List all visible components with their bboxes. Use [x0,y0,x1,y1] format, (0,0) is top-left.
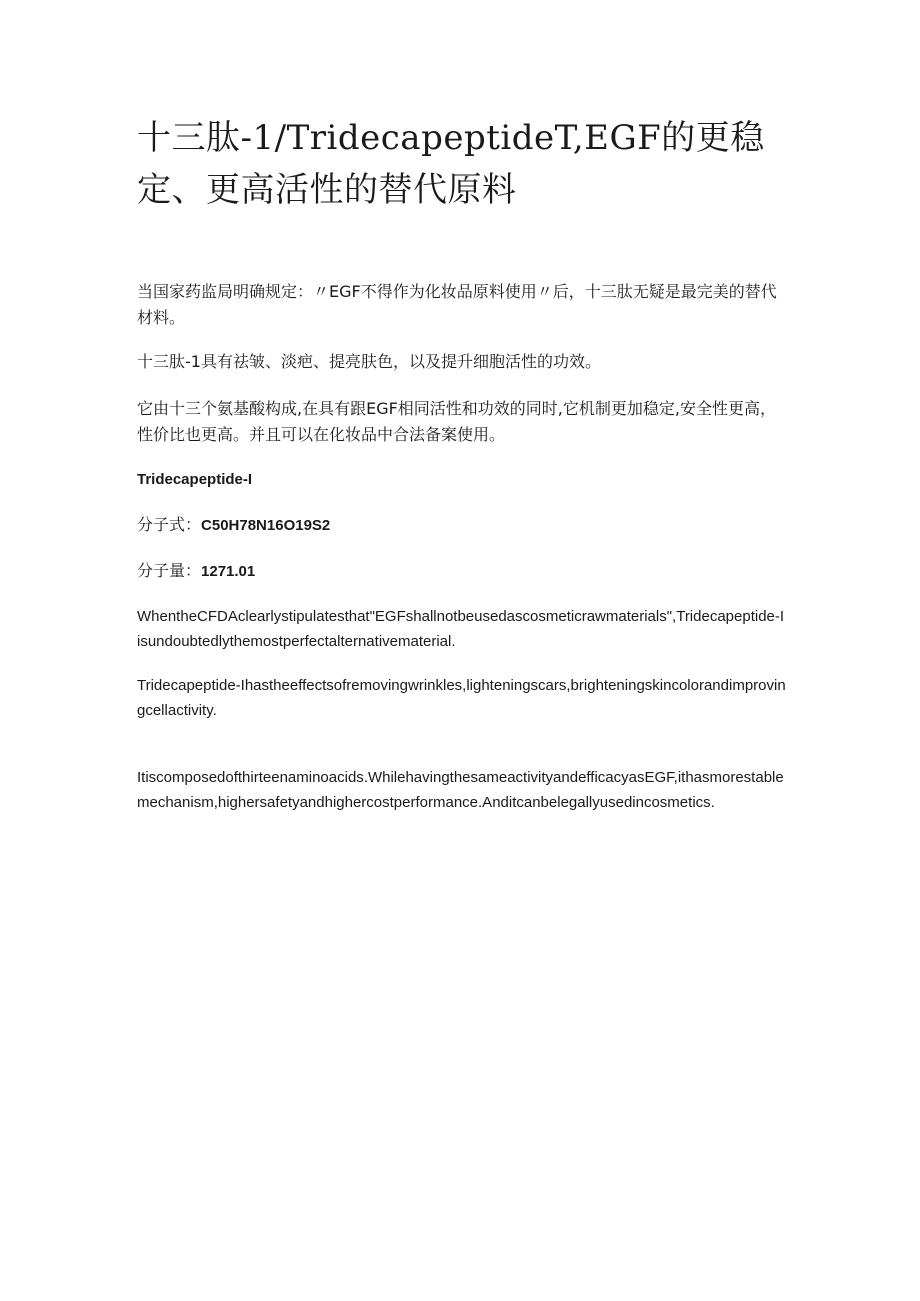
paragraph-cn-3: 它由十三个氨基酸构成,在具有跟EGF相同活性和功效的同时,它机制更加稳定,安全性更高，性价比也更高。并且可以在化妆品中合法备案使用。 [137,399,776,444]
paragraph-cn-2: 十三肽-1具有祛皱、淡疤、提亮肤色，以及提升细胞活性的功效。 [137,352,601,371]
molecular-weight-line [137,558,787,584]
formula-value: C50H78N16O19S2 [201,517,331,534]
formula-line [137,512,787,538]
document-title: 十三肽-1/TridecapeptideT,EGF的更稳定、更高活性的替代原料 [137,118,765,210]
paragraph-en-1: WhentheCFDAclearlystipulatesthat"EGFshallnotbeusedascosmeticrawmaterials",Tridecapeptide-Iisundoubtedlythemostperfectalternativematerial. [137,608,785,650]
weight-label: 分子量： [137,561,202,580]
subheading: Tridecapeptide-I [137,471,253,488]
paragraph-en-3: Itiscomposedofthirteenaminoacids.WhilehavingthesameactivityandefficacyasEGF,ithasmorestablemechanism,highersafetyandhighercostperformance.Anditcanbelegallyusedincosmetics. [137,769,784,811]
formula-label: 分子式： [137,515,202,534]
weight-value: 1271.01 [201,563,256,580]
paragraph-en-2: Tridecapeptide-Ihastheeffectsofremovingwrinkles,lighteningscars,brighteningskincolorandimprovingcellactivity. [137,677,786,719]
paragraph-cn-1: 当国家药监局明确规定：〃EGF不得作为化妆品原料使用〃后，十三肽无疑是最完美的替代材料。 [137,282,777,327]
